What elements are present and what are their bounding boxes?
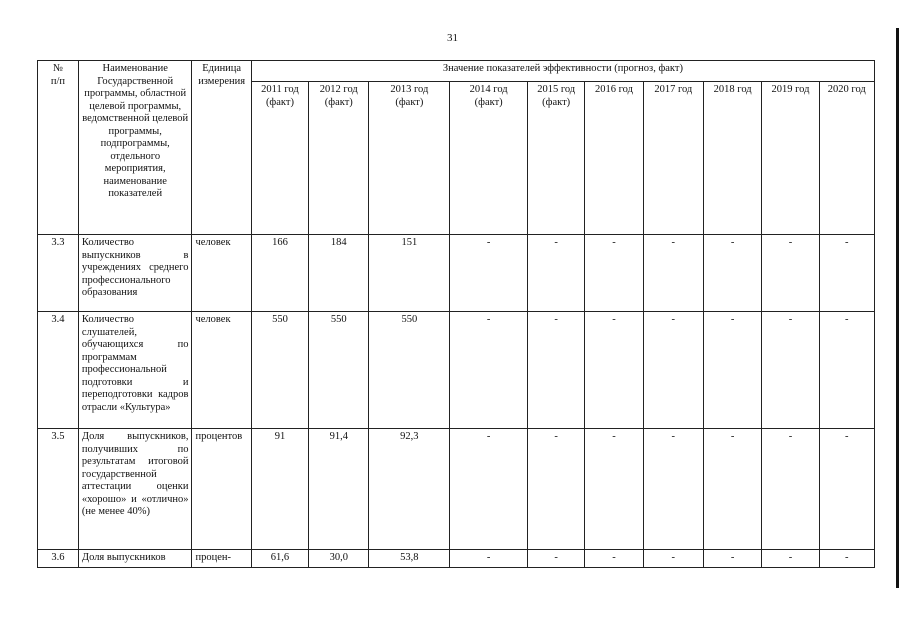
row-value: - — [762, 550, 819, 568]
row-value: - — [819, 312, 874, 429]
row-value: - — [703, 235, 761, 312]
row-value: - — [703, 429, 761, 550]
row-name: Доля выпускников — [78, 550, 192, 568]
header-year: 2017 год — [643, 82, 703, 235]
row-value: - — [450, 235, 528, 312]
row-value: 151 — [369, 235, 450, 312]
row-value: - — [528, 235, 585, 312]
row-number: 3.5 — [38, 429, 79, 550]
row-value: 91,4 — [309, 429, 369, 550]
row-unit: человек — [192, 312, 251, 429]
row-value: - — [762, 312, 819, 429]
table-row — [38, 550, 875, 568]
row-number: 3.6 — [38, 550, 79, 568]
row-value: - — [528, 429, 585, 550]
row-value: - — [643, 235, 703, 312]
header-year: 2013 год (факт) — [369, 82, 450, 235]
row-value: - — [762, 235, 819, 312]
row-value: 166 — [251, 235, 308, 312]
row-value: - — [703, 312, 761, 429]
row-value: 91 — [251, 429, 308, 550]
row-value: 550 — [251, 312, 308, 429]
row-number: 3.4 — [38, 312, 79, 429]
row-number: 3.3 — [38, 235, 79, 312]
row-value: 53,8 — [369, 550, 450, 568]
row-name: Количество слушателей, обучающихся по программам профессиональной подготовки и переподготовки кадров отрасли «Культура» — [78, 312, 192, 429]
row-value: 30,0 — [309, 550, 369, 568]
row-value: - — [585, 312, 643, 429]
table-row — [38, 235, 875, 312]
row-value: - — [643, 312, 703, 429]
row-value: - — [819, 429, 874, 550]
header-unit: Единица измерения — [192, 61, 251, 235]
row-value: - — [703, 550, 761, 568]
page-number: 31 — [447, 32, 458, 44]
row-value: - — [450, 429, 528, 550]
row-name: Доля выпускников, получивших по результатам итоговой государственной аттестации оценки «хорошо» и «отлично» (не менее 40%) — [78, 429, 192, 550]
header-values-group: Значение показателей эффективности (прогноз, факт) — [251, 61, 874, 82]
header-year: 2019 год — [762, 82, 819, 235]
page-edge-rule — [896, 28, 899, 588]
table-header-row — [38, 61, 875, 82]
row-unit: процен- — [192, 550, 251, 568]
table-row — [38, 312, 875, 429]
row-value: - — [528, 312, 585, 429]
row-value: - — [762, 429, 819, 550]
header-year: 2015 год (факт) — [528, 82, 585, 235]
row-value: - — [450, 550, 528, 568]
header-name: Наименование Государственной программы, областной целевой программы, ведомственной целевой программы, подпрограммы, отдельного мероприятия, наименование показателей — [78, 61, 192, 235]
header-year: 2011 год (факт) — [251, 82, 308, 235]
row-value: - — [819, 235, 874, 312]
row-unit: человек — [192, 235, 251, 312]
header-year: 2016 год — [585, 82, 643, 235]
row-value: - — [643, 429, 703, 550]
row-value: - — [643, 550, 703, 568]
row-value: - — [585, 550, 643, 568]
row-value: - — [450, 312, 528, 429]
row-value: 550 — [309, 312, 369, 429]
row-value: - — [528, 550, 585, 568]
header-year: 2012 год (факт) — [309, 82, 369, 235]
header-year: 2020 год — [819, 82, 874, 235]
row-unit: процентов — [192, 429, 251, 550]
row-value: - — [819, 550, 874, 568]
indicators-table — [37, 60, 875, 568]
header-year: 2014 год (факт) — [450, 82, 528, 235]
table-row — [38, 429, 875, 550]
row-value: 61,6 — [251, 550, 308, 568]
header-number: № п/п — [38, 61, 79, 235]
row-value: - — [585, 429, 643, 550]
row-value: - — [585, 235, 643, 312]
row-value: 550 — [369, 312, 450, 429]
header-year: 2018 год — [703, 82, 761, 235]
row-value: 92,3 — [369, 429, 450, 550]
row-value: 184 — [309, 235, 369, 312]
row-name: Количество выпускников в учреждениях среднего профессионального образования — [78, 235, 192, 312]
